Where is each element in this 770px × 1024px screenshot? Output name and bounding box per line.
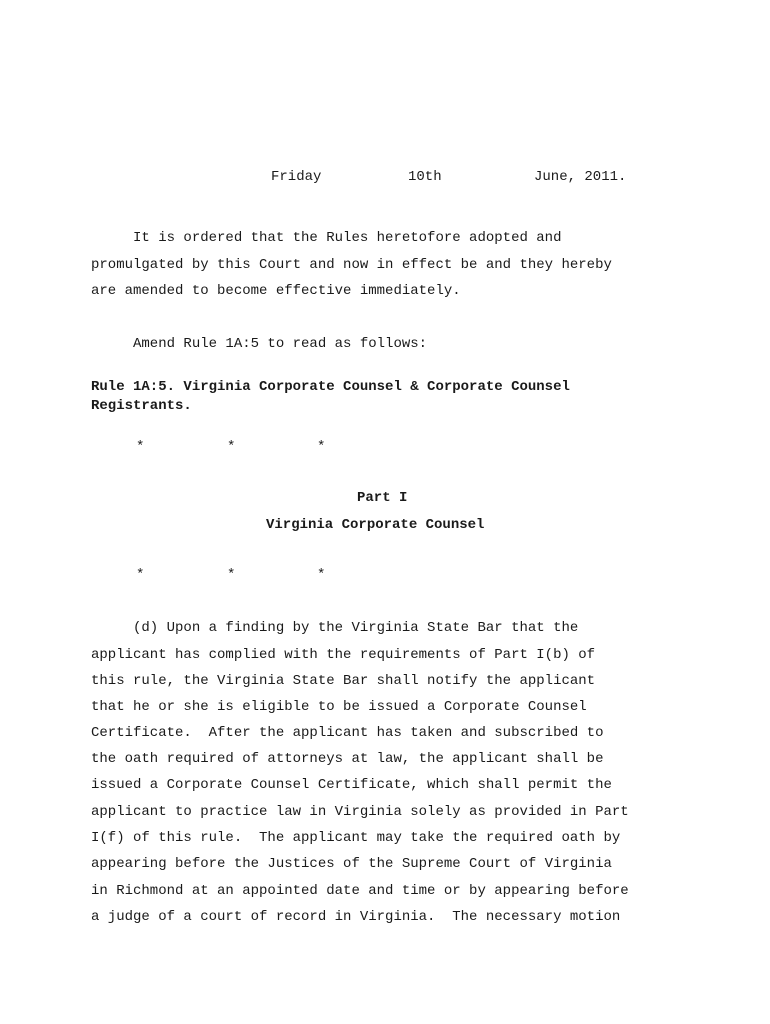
section-d-line: applicant has complied with the requirements of Part I(b) of [91,647,596,663]
section-d-line: appearing before the Justices of the Supreme Court of Virginia [91,856,612,872]
ellipsis-star: * [227,439,236,455]
order-paragraph-line-2: promulgated by this Court and now in effect be and they hereby [91,257,612,273]
ellipsis-star: * [136,567,145,583]
section-d-line: applicant to practice law in Virginia solely as provided in Part [91,804,629,820]
ellipsis-star: * [317,567,326,583]
date-month-year: June, 2011. [534,169,627,185]
ellipsis-star: * [227,567,236,583]
section-d-line: a judge of a court of record in Virginia. The necessary motion [91,909,621,925]
rule-heading-line-1: Rule 1A:5. Virginia Corporate Counsel & Corporate Counsel [91,379,570,395]
section-d-line: Certificate. After the applicant has taken and subscribed to [91,725,604,741]
section-d-line: in Richmond at an appointed date and time or by appearing before [91,883,629,899]
section-d-line: this rule, the Virginia State Bar shall notify the applicant [91,673,596,689]
section-d-line: issued a Corporate Counsel Certificate, which shall permit the [91,777,612,793]
date-day: 10th [408,169,442,185]
part-subtitle: Virginia Corporate Counsel [266,517,485,533]
ellipsis-star: * [317,439,326,455]
amend-instruction: Amend Rule 1A:5 to read as follows: [91,336,428,352]
section-d-line: the oath required of attorneys at law, the applicant shall be [91,751,604,767]
date-day-of-week: Friday [271,169,322,185]
rule-heading-line-2: Registrants. [91,398,192,414]
ellipsis-star: * [136,439,145,455]
section-d-line: that he or she is eligible to be issued a Corporate Counsel [91,699,587,715]
order-paragraph-line-1: It is ordered that the Rules heretofore adopted and [91,230,562,246]
part-title: Part I [357,490,408,506]
section-d-line: (d) Upon a finding by the Virginia State Bar that the [91,620,579,636]
order-paragraph-line-3: are amended to become effective immediately. [91,283,461,299]
section-d-line: I(f) of this rule. The applicant may take the required oath by [91,830,621,846]
